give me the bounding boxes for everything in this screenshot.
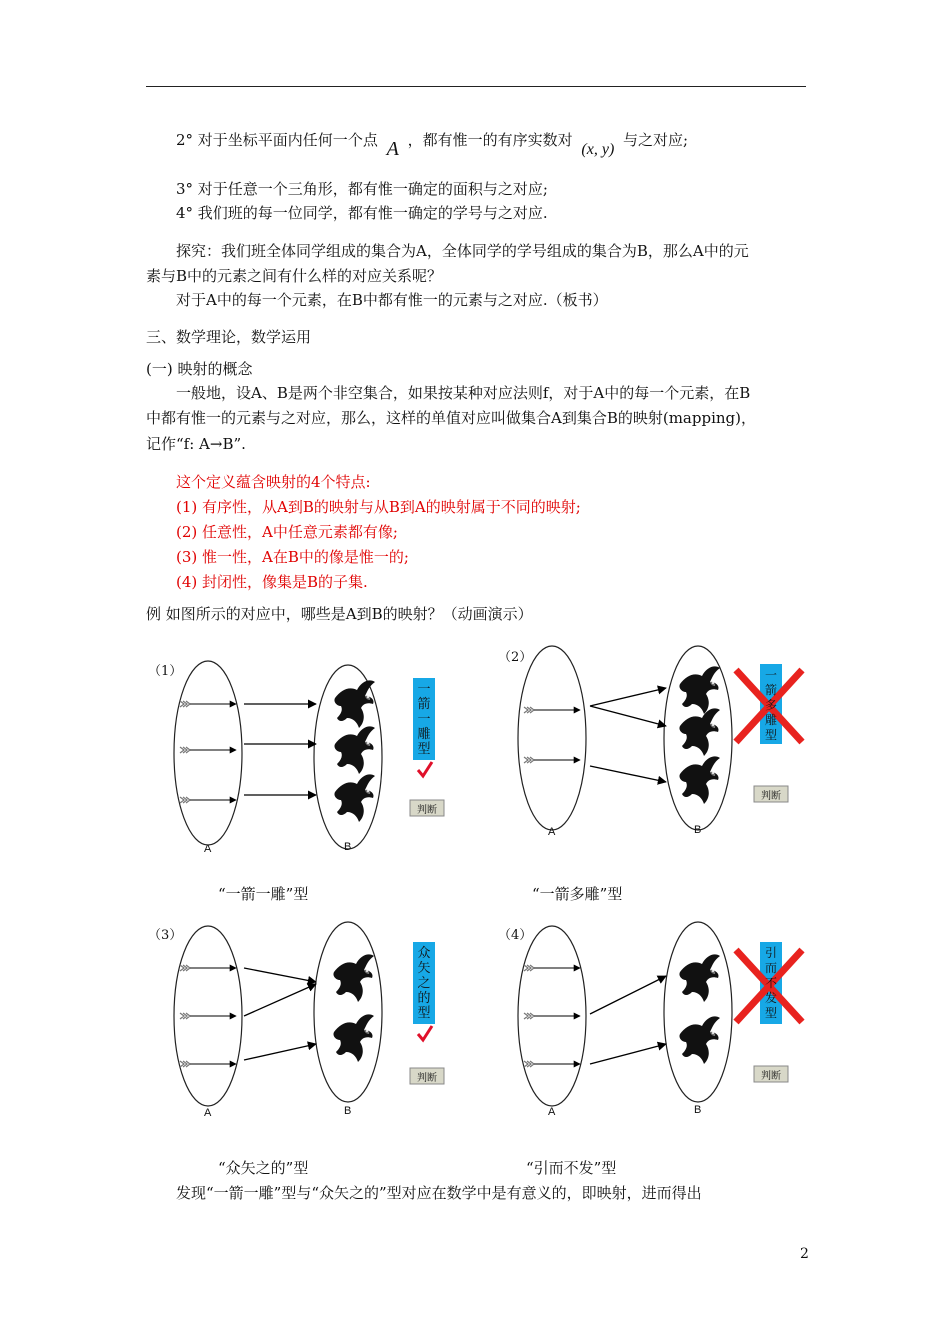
example-line: 例 如图所示的对应中，哪些是A到B的映射？（动画演示） (146, 605, 533, 623)
definition-line-2: 中都有惟一的元素与之对应，那么，这样的单值对应叫做集合A到集合B的映射(mapping)， (146, 409, 756, 427)
explore-line-cont: 素与B中的元素之间有什么样的对应关系呢？ (146, 267, 443, 285)
arrow-icon (180, 797, 236, 803)
blackboard-line: 对于A中的每一个元素，在B中都有惟一的元素与之对应.（板书） (176, 291, 608, 309)
line-4-degree: 4° 我们班的每一位同学，都有惟一确定的学号与之对应. (176, 204, 548, 222)
set-label-b: B (694, 1104, 702, 1116)
set-label-b: B (694, 824, 702, 836)
explore-line: 探究：我们班全体同学组成的集合为A，全体同学的学号组成的集合为B，那么A中的元 (176, 242, 749, 260)
mapping-type-tag: 一箭一雕型 (417, 682, 431, 757)
check-icon (418, 1026, 432, 1040)
subsection-heading: (一) 映射的概念 (146, 360, 253, 378)
mapping-diagram-2 (490, 640, 820, 860)
judge-button[interactable]: 判断 (761, 791, 781, 802)
panel-caption: “众矢之的”型 (218, 1159, 309, 1177)
panel-number: （4） (498, 928, 533, 943)
set-label-a: A (548, 1106, 556, 1118)
eagle-icon (679, 708, 720, 756)
judge-button[interactable]: 判断 (417, 1073, 437, 1084)
eagle-icon (679, 1016, 720, 1064)
arrow-icon (180, 1061, 236, 1067)
math-pair: (x, y) (581, 141, 615, 158)
arrow-icon (524, 1061, 580, 1067)
eagle-icon (334, 726, 375, 774)
header-rule (146, 86, 806, 87)
line-3-degree: 3° 对于任意一个三角形，都有惟一确定的面积与之对应; (176, 180, 548, 198)
panel-caption: “一箭多雕”型 (532, 885, 623, 903)
feature-intro: 这个定义蕴含映射的4个特点: (176, 473, 371, 491)
arrow-icon (524, 757, 580, 763)
panel-number: （3） (148, 928, 183, 943)
arrow-icon (180, 747, 236, 753)
eagle-icon (333, 954, 374, 1002)
page-number: 2 (800, 1246, 809, 1262)
judge-button[interactable]: 判断 (761, 1071, 781, 1082)
mapping-type-tag: 引而不发型 (764, 946, 777, 1020)
feature-item: (1) 有序性，从A到B的映射与从B到A的映射属于不同的映射; (176, 498, 581, 516)
panel-caption: “一箭一雕”型 (218, 885, 309, 903)
set-label-a: A (548, 826, 556, 838)
section-heading: 三、数学理论，数学运用 (146, 328, 312, 346)
text-segment: 2° 对于坐标平面内任何一个点 (176, 131, 378, 149)
mapping-type-tag: 众矢之的型 (417, 946, 431, 1021)
feature-item: (2) 任意性，A中任意元素都有像; (176, 523, 398, 541)
eagle-icon (679, 756, 720, 804)
set-label-b: B (344, 1105, 352, 1117)
set-label-a: A (204, 1107, 212, 1119)
judge-button[interactable]: 判断 (417, 805, 437, 816)
arrow-icon (180, 965, 236, 971)
panel-number: （2） (498, 650, 533, 665)
feature-item: (3) 惟一性，A在B中的像是惟一的; (176, 548, 409, 566)
text-segment: 与之对应; (623, 131, 689, 149)
check-icon (418, 762, 432, 776)
mapping-diagram-4 (490, 918, 820, 1128)
definition-line-3: 记作“f: A→B”. (146, 435, 246, 453)
eagle-icon (679, 666, 720, 714)
mapping-diagram-3 (140, 918, 460, 1128)
line-2-degree (176, 129, 689, 160)
math-point: A (386, 138, 399, 160)
feature-item: (4) 封闭性，像集是B的子集. (176, 573, 368, 591)
panel-caption: “引而不发”型 (526, 1159, 617, 1177)
mapping-type-tag: 一箭多雕型 (764, 668, 777, 742)
mapping-diagram-1 (140, 650, 460, 870)
text-segment: ，都有惟一的有序实数对 (407, 131, 573, 149)
eagle-icon (333, 1014, 374, 1062)
eagle-icon (334, 680, 375, 728)
set-label-b: B (344, 841, 352, 853)
arrow-icon (524, 707, 580, 713)
eagle-icon (334, 774, 375, 822)
eagle-icon (679, 954, 720, 1002)
arrow-icon (180, 701, 236, 707)
panel-number: （1） (148, 664, 183, 679)
set-label-a: A (204, 843, 212, 855)
arrow-icon (524, 1013, 580, 1019)
conclusion-line: 发现“一箭一雕”型与“众矢之的”型对应在数学中是有意义的，即映射，进而得出 (176, 1184, 702, 1202)
arrow-icon (180, 1013, 236, 1019)
definition-line-1: 一般地，设A、B是两个非空集合，如果按某种对应法则f，对于A中的每一个元素，在B (176, 384, 751, 402)
arrow-icon (524, 965, 580, 971)
